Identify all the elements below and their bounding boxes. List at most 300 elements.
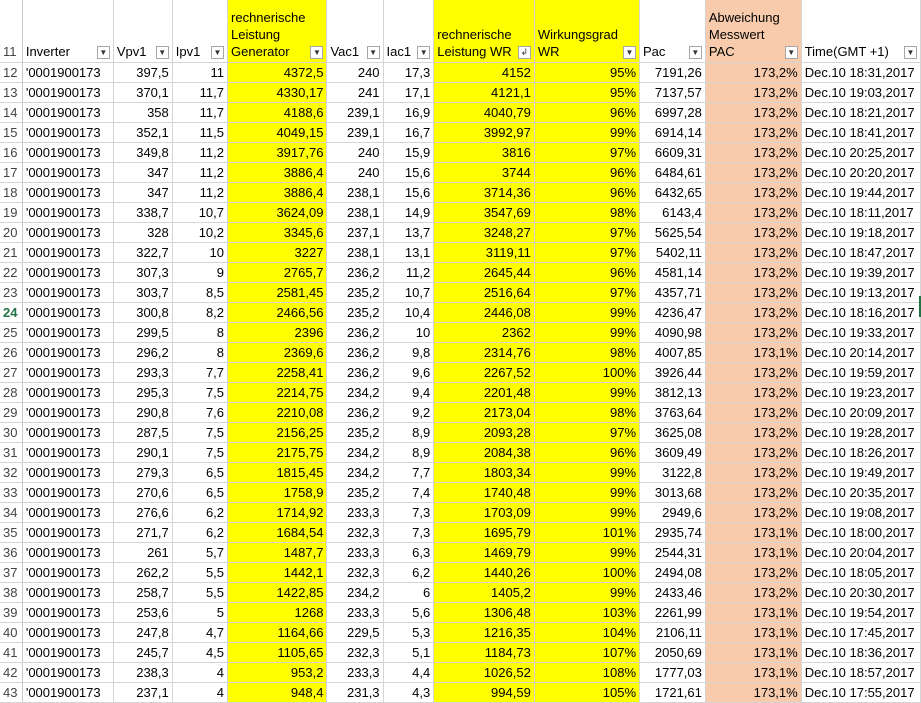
cell-iac1[interactable]: 8,9 [383,442,434,462]
cell-vpv1[interactable]: 253,6 [113,602,172,622]
row-number[interactable]: 38 [0,582,22,602]
cell-vac1[interactable]: 234,2 [327,462,383,482]
cell-vac1[interactable]: 235,2 [327,282,383,302]
cell-eff[interactable]: 96% [534,102,639,122]
cell-vac1[interactable]: 240 [327,62,383,82]
filter-dropdown-icon[interactable]: ▼ [367,46,380,59]
cell-eff[interactable]: 101% [534,522,639,542]
cell-vpv1[interactable]: 300,8 [113,302,172,322]
cell-inverter[interactable]: '0001900173 [22,402,113,422]
cell-vac1[interactable]: 236,2 [327,322,383,342]
filter-dropdown-icon[interactable]: ▼ [97,46,110,59]
cell-gen[interactable]: 948,4 [228,682,327,702]
cell-time[interactable]: Dec.10 18:16,2017 [801,302,920,322]
cell-time[interactable]: Dec.10 19:49,2017 [801,462,920,482]
cell-vac1[interactable]: 236,2 [327,362,383,382]
cell-vac1[interactable]: 235,2 [327,302,383,322]
cell-wr[interactable]: 1216,35 [434,622,535,642]
cell-inverter[interactable]: '0001900173 [22,62,113,82]
cell-wr[interactable]: 4121,1 [434,82,535,102]
cell-inverter[interactable]: '0001900173 [22,362,113,382]
cell-ipv1[interactable]: 11,7 [172,82,227,102]
cell-ipv1[interactable]: 4,5 [172,642,227,662]
cell-wr[interactable]: 1026,52 [434,662,535,682]
cell-iac1[interactable]: 4,3 [383,682,434,702]
cell-vac1[interactable]: 232,3 [327,522,383,542]
cell-inverter[interactable]: '0001900173 [22,162,113,182]
cell-iac1[interactable]: 11,2 [383,262,434,282]
cell-inverter[interactable]: '0001900173 [22,642,113,662]
cell-abw[interactable]: 173,2% [705,462,801,482]
cell-vpv1[interactable]: 247,8 [113,622,172,642]
cell-abw[interactable]: 173,2% [705,202,801,222]
cell-iac1[interactable]: 15,6 [383,182,434,202]
cell-abw[interactable]: 173,2% [705,302,801,322]
row-number[interactable]: 30 [0,422,22,442]
cell-iac1[interactable]: 5,6 [383,602,434,622]
cell-gen[interactable]: 2765,7 [228,262,327,282]
cell-gen[interactable]: 2466,56 [228,302,327,322]
cell-inverter[interactable]: '0001900173 [22,222,113,242]
cell-inverter[interactable]: '0001900173 [22,302,113,322]
cell-inverter[interactable]: '0001900173 [22,662,113,682]
cell-pac[interactable]: 3122,8 [640,462,706,482]
cell-vac1[interactable]: 234,2 [327,442,383,462]
cell-gen[interactable]: 2581,45 [228,282,327,302]
filter-dropdown-icon[interactable]: ▼ [785,46,798,59]
cell-eff[interactable]: 96% [534,162,639,182]
cell-ipv1[interactable]: 6,2 [172,502,227,522]
cell-inverter[interactable]: '0001900173 [22,502,113,522]
cell-eff[interactable]: 100% [534,562,639,582]
row-number[interactable]: 28 [0,382,22,402]
cell-eff[interactable]: 105% [534,682,639,702]
cell-gen[interactable]: 1268 [228,602,327,622]
cell-vpv1[interactable]: 299,5 [113,322,172,342]
cell-gen[interactable]: 3886,4 [228,182,327,202]
filter-dropdown-icon[interactable]: ▼ [623,46,636,59]
cell-vpv1[interactable]: 290,8 [113,402,172,422]
cell-iac1[interactable]: 13,7 [383,222,434,242]
cell-gen[interactable]: 1487,7 [228,542,327,562]
cell-time[interactable]: Dec.10 18:41,2017 [801,122,920,142]
row-number[interactable]: 24 [0,302,22,322]
cell-ipv1[interactable]: 8,5 [172,282,227,302]
cell-wr[interactable]: 1306,48 [434,602,535,622]
cell-iac1[interactable]: 14,9 [383,202,434,222]
cell-vpv1[interactable]: 237,1 [113,682,172,702]
cell-inverter[interactable]: '0001900173 [22,382,113,402]
cell-abw[interactable]: 173,1% [705,682,801,702]
cell-iac1[interactable]: 6,2 [383,562,434,582]
cell-ipv1[interactable]: 8,2 [172,302,227,322]
cell-gen[interactable]: 2258,41 [228,362,327,382]
cell-vpv1[interactable]: 303,7 [113,282,172,302]
cell-inverter[interactable]: '0001900173 [22,482,113,502]
column-header-pac[interactable] [640,0,706,62]
cell-inverter[interactable]: '0001900173 [22,242,113,262]
row-number[interactable]: 37 [0,562,22,582]
cell-wr[interactable]: 1405,2 [434,582,535,602]
row-number[interactable]: 39 [0,602,22,622]
cell-gen[interactable]: 1105,65 [228,642,327,662]
cell-pac[interactable]: 2050,69 [640,642,706,662]
cell-gen[interactable]: 1714,92 [228,502,327,522]
cell-iac1[interactable]: 10 [383,322,434,342]
cell-vac1[interactable]: 231,3 [327,682,383,702]
cell-eff[interactable]: 97% [534,282,639,302]
cell-time[interactable]: Dec.10 18:36,2017 [801,642,920,662]
cell-wr[interactable]: 2446,08 [434,302,535,322]
cell-vac1[interactable]: 238,1 [327,202,383,222]
cell-abw[interactable]: 173,1% [705,602,801,622]
cell-ipv1[interactable]: 7,7 [172,362,227,382]
row-number[interactable]: 34 [0,502,22,522]
cell-abw[interactable]: 173,1% [705,342,801,362]
cell-abw[interactable]: 173,2% [705,162,801,182]
row-number[interactable]: 41 [0,642,22,662]
cell-iac1[interactable]: 4,4 [383,662,434,682]
cell-vac1[interactable]: 234,2 [327,582,383,602]
row-number[interactable]: 16 [0,142,22,162]
cell-abw[interactable]: 173,1% [705,642,801,662]
filter-dropdown-icon[interactable]: ▼ [211,46,224,59]
cell-wr[interactable]: 2201,48 [434,382,535,402]
cell-pac[interactable]: 1721,61 [640,682,706,702]
cell-iac1[interactable]: 13,1 [383,242,434,262]
cell-time[interactable]: Dec.10 20:25,2017 [801,142,920,162]
cell-iac1[interactable]: 5,3 [383,622,434,642]
cell-time[interactable]: Dec.10 20:30,2017 [801,582,920,602]
cell-pac[interactable]: 7137,57 [640,82,706,102]
row-number[interactable]: 35 [0,522,22,542]
cell-wr[interactable]: 1440,26 [434,562,535,582]
cell-pac[interactable]: 6997,28 [640,102,706,122]
cell-gen[interactable]: 2396 [228,322,327,342]
cell-time[interactable]: Dec.10 20:09,2017 [801,402,920,422]
cell-abw[interactable]: 173,2% [705,482,801,502]
cell-vpv1[interactable]: 262,2 [113,562,172,582]
cell-ipv1[interactable]: 4 [172,662,227,682]
row-number[interactable]: 32 [0,462,22,482]
cell-vac1[interactable]: 239,1 [327,122,383,142]
row-number[interactable]: 40 [0,622,22,642]
filter-dropdown-icon[interactable]: ▼ [417,46,430,59]
cell-eff[interactable]: 95% [534,82,639,102]
cell-wr[interactable]: 4152 [434,62,535,82]
cell-ipv1[interactable]: 4 [172,682,227,702]
cell-eff[interactable]: 104% [534,622,639,642]
cell-abw[interactable]: 173,2% [705,402,801,422]
cell-iac1[interactable]: 6,3 [383,542,434,562]
cell-time[interactable]: Dec.10 19:18,2017 [801,222,920,242]
cell-iac1[interactable]: 10,4 [383,302,434,322]
row-number[interactable]: 33 [0,482,22,502]
cell-gen[interactable]: 2214,75 [228,382,327,402]
row-number[interactable]: 20 [0,222,22,242]
cell-vpv1[interactable]: 338,7 [113,202,172,222]
cell-ipv1[interactable]: 5,5 [172,582,227,602]
cell-ipv1[interactable]: 7,6 [172,402,227,422]
cell-vpv1[interactable]: 258,7 [113,582,172,602]
row-number[interactable]: 12 [0,62,22,82]
cell-time[interactable]: Dec.10 18:26,2017 [801,442,920,462]
cell-vpv1[interactable]: 279,3 [113,462,172,482]
cell-vac1[interactable]: 233,3 [327,662,383,682]
cell-pac[interactable]: 4090,98 [640,322,706,342]
cell-inverter[interactable]: '0001900173 [22,82,113,102]
cell-time[interactable]: Dec.10 20:35,2017 [801,482,920,502]
cell-inverter[interactable]: '0001900173 [22,182,113,202]
cell-vac1[interactable]: 234,2 [327,382,383,402]
cell-ipv1[interactable]: 11,7 [172,102,227,122]
cell-abw[interactable]: 173,1% [705,542,801,562]
cell-inverter[interactable]: '0001900173 [22,522,113,542]
cell-wr[interactable]: 1740,48 [434,482,535,502]
cell-ipv1[interactable]: 11 [172,62,227,82]
cell-abw[interactable]: 173,2% [705,182,801,202]
cell-vac1[interactable]: 236,2 [327,342,383,362]
cell-eff[interactable]: 99% [534,122,639,142]
row-number[interactable]: 26 [0,342,22,362]
cell-time[interactable]: Dec.10 19:03,2017 [801,82,920,102]
cell-time[interactable]: Dec.10 18:00,2017 [801,522,920,542]
cell-vpv1[interactable]: 290,1 [113,442,172,462]
cell-abw[interactable]: 173,2% [705,582,801,602]
cell-wr[interactable]: 3714,36 [434,182,535,202]
sort-filter-icon[interactable]: ↲ [518,46,531,59]
cell-time[interactable]: Dec.10 19:59,2017 [801,362,920,382]
cell-pac[interactable]: 2494,08 [640,562,706,582]
cell-inverter[interactable]: '0001900173 [22,342,113,362]
cell-eff[interactable]: 99% [534,322,639,342]
cell-time[interactable]: Dec.10 20:20,2017 [801,162,920,182]
cell-iac1[interactable]: 8,9 [383,422,434,442]
cell-pac[interactable]: 6914,14 [640,122,706,142]
cell-time[interactable]: Dec.10 17:45,2017 [801,622,920,642]
cell-pac[interactable]: 3013,68 [640,482,706,502]
cell-wr[interactable]: 4040,79 [434,102,535,122]
cell-iac1[interactable]: 9,6 [383,362,434,382]
cell-ipv1[interactable]: 4,7 [172,622,227,642]
cell-abw[interactable]: 173,2% [705,442,801,462]
cell-pac[interactable]: 4236,47 [640,302,706,322]
cell-iac1[interactable]: 15,6 [383,162,434,182]
cell-eff[interactable]: 99% [534,502,639,522]
cell-gen[interactable]: 2156,25 [228,422,327,442]
cell-wr[interactable]: 1695,79 [434,522,535,542]
cell-wr[interactable]: 3547,69 [434,202,535,222]
cell-eff[interactable]: 107% [534,642,639,662]
cell-iac1[interactable]: 9,8 [383,342,434,362]
column-header-wr[interactable] [434,0,535,62]
cell-vac1[interactable]: 239,1 [327,102,383,122]
cell-vac1[interactable]: 238,1 [327,182,383,202]
cell-time[interactable]: Dec.10 19:08,2017 [801,502,920,522]
cell-wr[interactable]: 994,59 [434,682,535,702]
cell-ipv1[interactable]: 11,2 [172,182,227,202]
cell-time[interactable]: Dec.10 18:47,2017 [801,242,920,262]
cell-ipv1[interactable]: 6,2 [172,522,227,542]
cell-vpv1[interactable]: 358 [113,102,172,122]
cell-abw[interactable]: 173,2% [705,382,801,402]
cell-ipv1[interactable]: 8 [172,322,227,342]
cell-abw[interactable]: 173,2% [705,422,801,442]
cell-vpv1[interactable]: 261 [113,542,172,562]
cell-abw[interactable]: 173,2% [705,562,801,582]
cell-eff[interactable]: 103% [534,602,639,622]
cell-inverter[interactable]: '0001900173 [22,682,113,702]
cell-abw[interactable]: 173,2% [705,82,801,102]
cell-pac[interactable]: 1777,03 [640,662,706,682]
row-number[interactable]: 43 [0,682,22,702]
column-header-abw[interactable] [705,0,801,62]
cell-time[interactable]: Dec.10 17:55,2017 [801,682,920,702]
cell-gen[interactable]: 3917,76 [228,142,327,162]
column-header-eff[interactable] [534,0,639,62]
cell-abw[interactable]: 173,2% [705,102,801,122]
cell-ipv1[interactable]: 7,5 [172,422,227,442]
cell-time[interactable]: Dec.10 20:14,2017 [801,342,920,362]
cell-vac1[interactable]: 236,2 [327,402,383,422]
cell-eff[interactable]: 99% [534,582,639,602]
cell-ipv1[interactable]: 10 [172,242,227,262]
cell-time[interactable]: Dec.10 18:21,2017 [801,102,920,122]
cell-vpv1[interactable]: 296,2 [113,342,172,362]
cell-wr[interactable]: 2084,38 [434,442,535,462]
cell-pac[interactable]: 7191,26 [640,62,706,82]
cell-vpv1[interactable]: 238,3 [113,662,172,682]
cell-vpv1[interactable]: 347 [113,182,172,202]
cell-time[interactable]: Dec.10 18:05,2017 [801,562,920,582]
cell-wr[interactable]: 2516,64 [434,282,535,302]
cell-pac[interactable]: 2433,46 [640,582,706,602]
cell-inverter[interactable]: '0001900173 [22,142,113,162]
filter-dropdown-icon[interactable]: ▼ [689,46,702,59]
cell-eff[interactable]: 108% [534,662,639,682]
cell-inverter[interactable]: '0001900173 [22,582,113,602]
cell-eff[interactable]: 97% [534,242,639,262]
cell-gen[interactable]: 3624,09 [228,202,327,222]
cell-iac1[interactable]: 9,4 [383,382,434,402]
cell-vac1[interactable]: 235,2 [327,482,383,502]
cell-inverter[interactable]: '0001900173 [22,102,113,122]
cell-inverter[interactable]: '0001900173 [22,422,113,442]
cell-wr[interactable]: 2173,04 [434,402,535,422]
cell-pac[interactable]: 4357,71 [640,282,706,302]
cell-time[interactable]: Dec.10 19:23,2017 [801,382,920,402]
cell-vpv1[interactable]: 352,1 [113,122,172,142]
cell-wr[interactable]: 2645,44 [434,262,535,282]
cell-ipv1[interactable]: 9 [172,262,227,282]
cell-abw[interactable]: 173,2% [705,262,801,282]
cell-time[interactable]: Dec.10 18:31,2017 [801,62,920,82]
cell-eff[interactable]: 96% [534,262,639,282]
cell-iac1[interactable]: 16,9 [383,102,434,122]
cell-inverter[interactable]: '0001900173 [22,622,113,642]
cell-iac1[interactable]: 7,7 [383,462,434,482]
cell-abw[interactable]: 173,2% [705,62,801,82]
cell-pac[interactable]: 2544,31 [640,542,706,562]
cell-eff[interactable]: 98% [534,342,639,362]
cell-vpv1[interactable]: 322,7 [113,242,172,262]
cell-inverter[interactable]: '0001900173 [22,542,113,562]
cell-wr[interactable]: 3816 [434,142,535,162]
cell-vpv1[interactable]: 370,1 [113,82,172,102]
cell-gen[interactable]: 3227 [228,242,327,262]
cell-inverter[interactable]: '0001900173 [22,562,113,582]
cell-eff[interactable]: 96% [534,442,639,462]
row-number[interactable]: 15 [0,122,22,142]
cell-gen[interactable]: 1815,45 [228,462,327,482]
cell-eff[interactable]: 99% [534,462,639,482]
cell-vac1[interactable]: 233,3 [327,602,383,622]
cell-ipv1[interactable]: 7,5 [172,442,227,462]
cell-ipv1[interactable]: 5,7 [172,542,227,562]
cell-iac1[interactable]: 16,7 [383,122,434,142]
cell-ipv1[interactable]: 11,2 [172,142,227,162]
cell-ipv1[interactable]: 10,7 [172,202,227,222]
cell-time[interactable]: Dec.10 19:28,2017 [801,422,920,442]
cell-ipv1[interactable]: 7,5 [172,382,227,402]
cell-wr[interactable]: 1184,73 [434,642,535,662]
cell-gen[interactable]: 1758,9 [228,482,327,502]
cell-pac[interactable]: 6484,61 [640,162,706,182]
cell-abw[interactable]: 173,1% [705,622,801,642]
cell-wr[interactable]: 3992,97 [434,122,535,142]
cell-vpv1[interactable]: 271,7 [113,522,172,542]
cell-ipv1[interactable]: 6,5 [172,462,227,482]
cell-pac[interactable]: 2106,11 [640,622,706,642]
cell-vac1[interactable]: 238,1 [327,242,383,262]
row-number[interactable]: 22 [0,262,22,282]
cell-gen[interactable]: 953,2 [228,662,327,682]
cell-pac[interactable]: 3812,13 [640,382,706,402]
cell-vac1[interactable]: 236,2 [327,262,383,282]
cell-inverter[interactable]: '0001900173 [22,322,113,342]
cell-ipv1[interactable]: 8 [172,342,227,362]
cell-eff[interactable]: 96% [534,182,639,202]
cell-vpv1[interactable]: 270,6 [113,482,172,502]
cell-vac1[interactable]: 241 [327,82,383,102]
cell-iac1[interactable]: 9,2 [383,402,434,422]
cell-gen[interactable]: 1164,66 [228,622,327,642]
column-header-ipv1[interactable] [172,0,227,62]
cell-eff[interactable]: 99% [534,382,639,402]
row-number[interactable]: 25 [0,322,22,342]
cell-pac[interactable]: 2935,74 [640,522,706,542]
filter-dropdown-icon[interactable]: ▼ [310,46,323,59]
cell-vac1[interactable]: 240 [327,142,383,162]
row-number[interactable]: 18 [0,182,22,202]
cell-vpv1[interactable]: 295,3 [113,382,172,402]
cell-time[interactable]: Dec.10 18:57,2017 [801,662,920,682]
row-number[interactable]: 11 [0,0,22,62]
row-number[interactable]: 42 [0,662,22,682]
cell-gen[interactable]: 2369,6 [228,342,327,362]
cell-pac[interactable]: 5625,54 [640,222,706,242]
cell-iac1[interactable]: 17,1 [383,82,434,102]
cell-pac[interactable]: 6143,4 [640,202,706,222]
cell-iac1[interactable]: 10,7 [383,282,434,302]
cell-inverter[interactable]: '0001900173 [22,122,113,142]
cell-vac1[interactable]: 233,3 [327,542,383,562]
cell-abw[interactable]: 173,2% [705,142,801,162]
cell-inverter[interactable]: '0001900173 [22,462,113,482]
cell-vpv1[interactable]: 276,6 [113,502,172,522]
cell-vac1[interactable]: 233,3 [327,502,383,522]
cell-gen[interactable]: 4049,15 [228,122,327,142]
